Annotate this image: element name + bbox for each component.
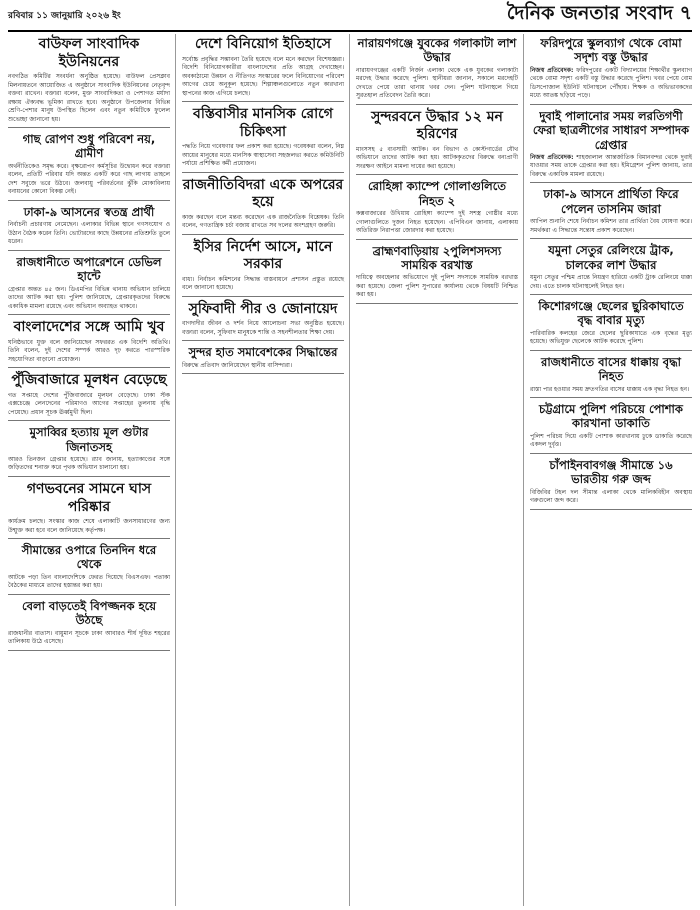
article-text: বিজিবির টহল দল সীমান্ত এলাকা থেকে মালিকবিহীন অবস্থায় গরুগুলো জব্দ করে। [530,488,692,505]
article-headline: ঢাকা-৯ আসনে প্রার্থিতা ফিরে পেলেন তাসনিম জারা [543,187,679,216]
article-headline: নারায়ণগঞ্জে যুবকের গলাকাটা লাশ উদ্ধার [357,36,517,65]
article-text: রাস্তা পার হওয়ার সময় দ্রুতগতির বাসের ধাক্কায় এক বৃদ্ধা নিহত হন। [530,385,690,393]
article-headline: রাজধানীতে অপারেশনে ডেভিল হান্টে [16,254,162,284]
article-body [530,218,692,235]
article [182,345,344,374]
article-text: আটকে পড়া তিন বাংলাদেশিকে ফেরত দিয়েছে বিএসএফ। পতাকা বৈঠকের মাধ্যমে তাদের হস্তান্তর করা হয়। [8,573,170,590]
article-text: নারায়ণগঞ্জের একটি নির্জন এলাকা থেকে এক যুবকের গলাকাটা মরদেহ উদ্ধার করেছে পুলিশ। স্থানীয়রা জানান, সকালে মরদেহটি দেখতে পেয়ে তারা থানায় খবর দেন। পুলিশ ঘটনাস্থলে গিয়ে সুরতহাল প্রতিবেদন তৈরি করে। [356,66,518,100]
article-headline: বাউফল সাংবাদিক ইউনিয়নের [38,36,140,70]
article [530,402,692,454]
article-text: অর্থনীতিকেও সমৃদ্ধ করে। বৃক্ষরোপণ কর্মসূচির উদ্বোধন করে বক্তারা বলেন, প্রতিটি পরিবার যদি অন্তত একটি করে গাছ লাগায় তাহলে দেশ সবুজে ভরে উঠবে। জলবায়ু পরিবর্তনের ঝুঁকি মোকাবিলায় বনায়নের কোনো বিকল্প নেই। [8,162,170,196]
article [8,132,170,201]
article-headline: দেশে বিনিয়োগ ইতিহাসে [194,36,332,52]
article-body [182,362,344,371]
article [8,372,170,421]
article-body [356,146,518,172]
article-headline: ফরিদপুরে স্কুলব্যাগ থেকে বোমা সদৃশ্য বস্তু উদ্ধার [540,36,682,65]
article-text: ফরিদপুরের একটি বিদ্যালয়ের শিক্ষার্থীর স্কুলব্যাগ থেকে বোমা সদৃশ্য একটি বস্তু উদ্ধার করেছে পুলিশ। খবর পেয়ে বোম ডিসপোজাল ইউনিট ঘটনাস্থলে পৌঁছায়। শিক্ষক ও অভিভাবকদের মধ্যে আতঙ্ক ছড়িয়ে পড়ে। [530,66,692,100]
article-body [8,630,170,647]
article [8,425,170,477]
article-body [356,274,518,300]
article-text: নবগঠিত কমিটির সংবর্ধনা অনুষ্ঠিত হয়েছে। বাউফল প্রেসক্লাব মিলনায়তনে আয়োজিত এ অনুষ্ঠানে সাংবাদিক ইউনিয়নের নেতৃবৃন্দ বক্তব্য রাখেন। বক্তারা বলেন, মুক্ত সাংবাদিকতা ও পেশাগত মর্যাদা রক্ষায় ঐক্যবদ্ধ ভূমিকা রাখতে হবে। অনুষ্ঠানে উপজেলার বিভিন্ন শ্রেণি-পেশার মানুষ উপস্থিত ছিলেন এবং নতুন কমিটিকে ফুলেল শুভেচ্ছা জানানো হয়। [8,73,170,123]
article-body [182,56,344,99]
article-body [182,143,344,169]
article-headline: চাঁপাইনবাবগঞ্জ সীমান্তে ১৬ ভারতীয় গরু জব্দ [549,457,673,487]
article-headline: গাছ রোপণ শুধু পরিবেশ নয়, গ্রামীণ [22,132,156,161]
article-text: আপিল শুনানি শেষে নির্বাচন কমিশন তার প্রার্থিতা বৈধ ঘোষণা করে। সমর্থকরা এ সিদ্ধান্তে সন্তোষ প্রকাশ করেছেন। [530,218,692,234]
article-body [530,154,692,180]
article-text: গত সপ্তাহে দেশের পুঁজিবাজারে মূলধন বেড়েছে। ঢাকা স্টক এক্সচেঞ্জে লেনদেনের পরিমাণও আগের সপ্তাহের তুলনায় বৃদ্ধি পেয়েছে। প্রধান সূচক ঊর্ধ্বমুখী ছিল। [8,391,170,416]
article-body [356,210,518,236]
article-body [8,392,170,418]
article-body [8,456,170,473]
article [356,179,518,239]
article-body [8,73,170,124]
column-2 [182,34,350,906]
article-text: আরও তিনজন গ্রেপ্তার হয়েছে। র‍্যাব জানায়, হত্যাকাণ্ডের সঙ্গে জড়িতদের শনাক্ত করে পৃথক অভিযান চালানো হয়। [8,455,170,472]
article-text: সর্বোচ্চ প্রবৃদ্ধির সম্ভাবনা তৈরি হয়েছে বলে মনে করছেন বিশেষজ্ঞরা। বিদেশি বিনিয়োগকারীরা বাংলাদেশের প্রতি আগ্রহ দেখাচ্ছেন। অবকাঠামো উন্নয়ন ও নীতিগত সংস্কারের ফলে বিনিয়োগের পরিবেশ আগের চেয়ে অনুকূল হয়েছে। শিল্পাঞ্চলগুলোতে নতুন কারখানা স্থাপনের কাজ এগিয়ে চলছে। [182,55,344,97]
article-body [182,214,344,231]
article-text: নির্বাচনী প্রচারণায় নেমেছেন। এলাকার বিভিন্ন স্থানে গণসংযোগ ও উঠান বৈঠক করেন তিনি। ভোটারদের কাছে উন্নয়নের প্রতিশ্রুতি তুলে ধরেন। [8,221,170,246]
article-headline: কিশোরগঞ্জে ছেলের ছুরিকাঘাতে বৃদ্ধ বাবার মৃত্যু [538,299,684,328]
article-body [530,386,692,395]
article-text: কক্সবাজারের উখিয়ায় রোহিঙ্গা ক্যাম্পে দুই সশস্ত্র গোষ্ঠীর মধ্যে গোলাগুলিতে দুজন নিহত হয়েছেন। এপিবিএন জানায়, এলাকায় অতিরিক্ত নিরাপত্তা জোরদার করা হয়েছে। [356,210,518,235]
article-headline: বেলা বাড়তেই বিপজ্জনক হয়ে উঠছে [21,598,157,628]
article-body [8,286,170,312]
article [182,106,344,173]
column-1 [8,34,176,906]
article-text: কার্যক্রম চলছে। সংস্কার কাজ শেষে এলাকাটি জনসাধারণের জন্য উন্মুক্ত করা হবে বলে জানিয়েছে কর্তৃপক্ষ। [8,518,170,534]
article [530,355,692,398]
article-body [182,276,344,293]
article-body [8,574,170,591]
article-text: পুলিশ পরিচয় দিয়ে একটি পোশাক কারখানায় ঢুকে ডাকাতি করেছে একদল দুর্বৃত্ত। [530,432,692,449]
article [182,36,344,102]
article [530,36,692,105]
issue-date: রবিবার ১১ জানুয়ারি ২০২৬ ইং [8,10,121,21]
article-columns [8,34,692,906]
article [182,177,344,235]
article [8,36,170,128]
column-4 [530,34,692,906]
article-text: পদ্ধতি নিয়ে গবেষণার ফল প্রকাশ করা হয়েছে। গবেষকরা বলেন, নিম্ন আয়ের মানুষের মধ্যে মানসিক স্বাস্থ্যসেবা সহজলভ্য করতে কমিউনিটি পর্যায়ে প্রশিক্ষিত কর্মী প্রয়োজন। [182,143,344,168]
article [530,109,692,184]
article-text: মাংসসহ ৫ ব্যবসায়ী আটক। বন বিভাগ ও কোস্টগার্ডের যৌথ অভিযানে তাদের আটক করা হয়। আটককৃতদের বিরুদ্ধে বন্যপ্রাণী সংরক্ষণ আইনে মামলা দায়ের করা হয়েছে। [356,145,518,170]
article [356,109,518,176]
article-text: পারিবারিক কলহের জেরে ছেলের ছুরিকাঘাতে এক বৃদ্ধের মৃত্যু হয়েছে। অভিযুক্ত ছেলেকে আটক করেছে পুলিশ। [530,329,692,346]
article-headline: পুঁজিবাজারে মূলধন বেড়েছে [11,372,167,389]
article-headline: রোহিঙ্গা ক্যাম্পে গোলাগুলিতে নিহত ২ [367,179,507,208]
masthead-title: দৈনিক জনতার সংবাদ ৭ [506,2,692,24]
article-text: বাগদাদীর জীবন ও দর্শন নিয়ে আলোচনা সভা অনুষ্ঠিত হয়েছে। বক্তারা বলেন, সুফিবাদ মানুষকে শান্তি ও সহনশীলতার শিক্ষা দেয়। [182,320,344,336]
article-body [530,489,692,506]
article-text: কাজ করছেন বলে মন্তব্য করেছেন এক রাজনৈতিক বিশ্লেষক। তিনি বলেন, গণতান্ত্রিক চর্চা বজায় রাখতে সব দলের অংশগ্রহণ জরুরি। [182,213,344,230]
article [530,187,692,239]
article [356,244,518,304]
article-headline: বাংলাদেশের সঙ্গে আমি খুব [13,319,165,336]
article-headline: সুন্দরবনে উদ্ধার ১২ মন হরিণের [371,108,503,143]
article-headline: ব্রাহ্মণবাড়িয়ায় ২পুলিশসদস্য সাময়িক বরখাস্ত [372,243,502,273]
article [8,599,170,651]
article-headline: রাজনীতিবিদরা একে অপরের হয়ে [182,176,344,211]
article-text: গ্রেপ্তার অন্তত ৪৫ জন। ডিএমপির বিভিন্ন থানায় অভিযান চালিয়ে তাদের আটক করা হয়। পুলিশ জানিয়েছে, গ্রেপ্তারকৃতদের বিরুদ্ধে একাধিক মামলা রয়েছে এবং অভিযান অব্যাহত থাকবে। [8,285,170,310]
article-body [8,221,170,247]
article-body [8,163,170,197]
article-body [356,67,518,101]
article-headline: চট্টগ্রামে পুলিশ পরিচয়ে পোশাক কারখানা ডাকাতি [539,402,683,431]
article-body [530,330,692,347]
article [8,205,170,251]
article [182,239,344,297]
article-body [8,518,170,535]
article-headline: সীমান্তের ওপারে তিনদিন ধরে থেকে [21,543,157,572]
article [530,458,692,510]
article-headline: মুসাব্বির হত্যায় মূল গুটার জিনাতসহ [29,425,149,454]
article-body [8,339,170,365]
article-body [530,274,692,291]
article [8,481,170,539]
article-headline: ইসির নির্দেশ আসে, মানে সরকার [193,238,333,273]
article-headline: গণভবনের সামনে ঘাস পরিষ্কার [26,481,152,515]
article-text: বিরুদ্ধে প্রতিবাদ জানিয়েছেন স্থানীয় বাসিন্দারা। [182,361,293,369]
article-body [182,320,344,337]
article-headline: দুবাই পালানোর সময় লরতিগণী ফেরা ছাত্রলীগের সাধারণ সম্পাদক গ্রেপ্তার [532,108,690,152]
article [8,255,170,315]
page-header [8,0,692,32]
article [530,299,692,351]
article-headline: সুন্দর হাত সমাবেশকের সিদ্ধান্তের [188,345,338,360]
article-headline: ঢাকা-৯ আসনের স্বতন্ত্র প্রার্থী [23,204,155,219]
article-headline: সুফিবাদী পীর ও জোনায়েদ [188,300,338,317]
article-body [530,433,692,450]
article-headline: বস্তিবাসীর মানসিক রোগে চিকিৎসা [193,106,333,140]
article [182,301,344,342]
article [356,36,518,105]
article-byline: নিজস্ব প্রতিবেদক: [530,66,574,74]
column-3 [356,34,524,906]
article-text: বাধ্য। নির্বাচন কমিশনের সিদ্ধান্ত বাস্তবায়নে প্রশাসন প্রস্তুত রয়েছে বলে জানানো হয়েছে। [182,275,344,292]
article-text: রাজধানীর বাতাস। বায়ুমান সূচকে ঢাকা আবারও শীর্ষ দূষিত শহরের তালিকায় উঠে এসেছে। [8,629,170,646]
article-text: শাহজালাল আন্তর্জাতিক বিমানবন্দর থেকে দুবাই যাওয়ার সময় তাকে গ্রেপ্তার করা হয়। ইমিগ্রেশন পুলিশ জানায়, তার বিরুদ্ধে একাধিক মামলা রয়েছে। [530,153,692,178]
article-headline: রাজধানীতে বাসের ধাক্কায় বৃদ্ধা নিহত [541,354,681,384]
article-body [530,67,692,101]
article-text: ঘনিষ্ঠভাবে যুক্ত বলে জানিয়েছেন সফররত এক বিদেশি অতিথি। তিনি বলেন, দুই দেশের সম্পর্ক আরও দৃঢ় করতে পারস্পরিক সহযোগিতা বাড়ানো প্রয়োজন। [8,338,170,363]
article-headline: যমুনা সেতুর রেলিংয়ে ট্রাক, চালকের লাশ উদ্ধার [548,243,674,272]
article [8,543,170,595]
article [530,243,692,295]
article-text: যমুনা সেতুর পশ্চিম প্রান্তে নিয়ন্ত্রণ হারিয়ে একটি ট্রাক রেলিংয়ে ধাক্কা দেয়। এতে চালক ঘটনাস্থলেই নিহত হন। [530,274,692,290]
article-text: দায়িত্বে অবহেলার অভিযোগে দুই পুলিশ সদস্যকে সাময়িক বরখাস্ত করা হয়েছে। জেলা পুলিশ সুপারের কার্যালয় থেকে বিষয়টি নিশ্চিত করা হয়। [356,274,518,299]
article-byline: নিজস্ব প্রতিবেদক: [530,153,574,161]
article [8,319,170,368]
